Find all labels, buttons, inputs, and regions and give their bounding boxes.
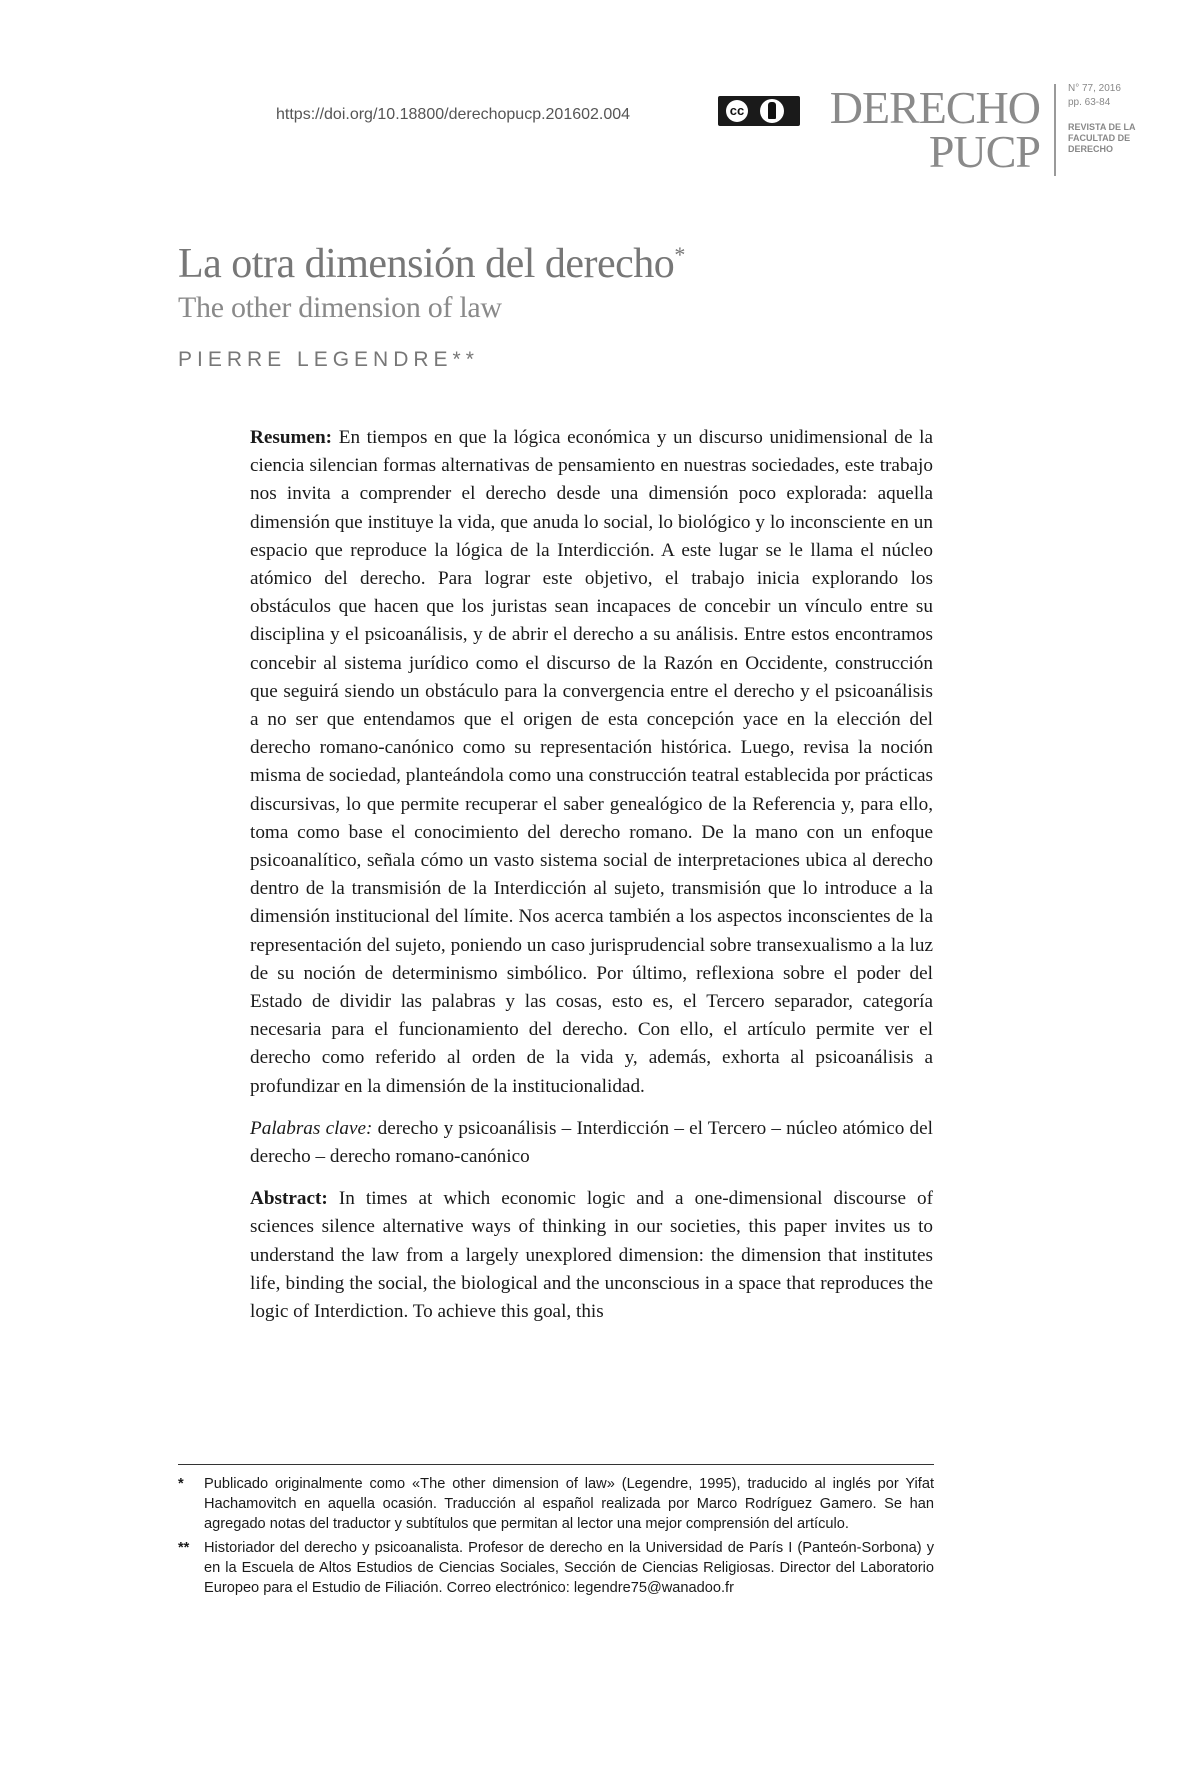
abstract-es — [250, 424, 933, 1101]
journal-subtitle: REVISTA DE LA FACULTAD DE DERECHO — [1068, 122, 1136, 154]
cc-symbol-icon: cc — [726, 100, 748, 122]
keywords-es — [250, 1115, 933, 1171]
footnotes — [178, 1474, 934, 1602]
footnote-mark: * — [178, 1476, 184, 1492]
journal-logo-line1: DERECHO — [829, 82, 1040, 133]
footnote — [178, 1538, 934, 1598]
article-title-english: The other dimension of law — [178, 291, 502, 324]
logo-divider — [1054, 84, 1056, 176]
footnote-text: Publicado originalmente como «The other dimension of law» (Legendre, 1995), traducido al inglés por Yifat Hachamovitch en aquella ocasión. Traducción al español realizada por Marco Rodríguez Gamero. Se han agregado notas del traductor y subtítulos que permitan al lector una mejor comprensión del artículo. — [204, 1476, 934, 1532]
footnote-mark: ** — [178, 1540, 190, 1556]
journal-logo-line2: PUCP — [928, 126, 1040, 177]
abstract-en — [250, 1185, 933, 1326]
cc-by-icon[interactable] — [718, 96, 800, 126]
abstract-es-text: En tiempos en que la lógica económica y un discurso unidimensional de la ciencia silencian formas alternativas de pensamiento en nuestras sociedades, este trabajo nos invita a comprender el derecho desde una dimensión poco explorada: aquella dimensión que instituye la vida, que anuda lo social, lo biológico y lo inconsciente en un espacio que reproduce la lógica de la Interdicción. A este lugar se le llama el núcleo atómico del derecho. Para lograr este objetivo, el trabajo inicia explorando los obstáculos que hacen que los juristas sean incapaces de concebir un vínculo entre su disciplina y el psicoanálisis, y de abrir el derecho a su análisis. Entre estos encontramos concebir al sistema jurídico como el discurso de la Razón en Occidente, construcción que seguirá siendo un obstáculo para la convergencia entre el derecho y el psicoanálisis a no ser que entendamos que el origen de esta concepción yace en la elección del derecho romano-canónico como su representación histórica. Luego, revisa la noción misma de sociedad, planteándola como una construcción teatral establecida por prácticas discursivas, lo que permite recuperar el saber genealógico de la Referencia y, para ello, toma como base el conocimiento del derecho romano. De la mano con un enfoque psicoanalítico, señala cómo un vasto sistema social de interpretaciones ubica al derecho dentro de la transmisión de la Interdicción al sujeto, transmisión que lo introduce a la dimensión institucional del límite. Nos acerca también a los aspectos inconscientes de la representación del sujeto, poniendo un caso jurisprudencial sobre transexualismo a la luz de su noción de determinismo simbólico. Por último, reflexiona sobre el poder del Estado de dividir las palabras y las cosas, esto es, el Tercero separador, categoría necesaria para el funcionamiento del derecho. Con ello, el artículo permite ver el derecho como referido al orden de la vida y, además, exhorta al psicoanálisis a profundizar en la dimensión de la institucionalidad. — [250, 427, 934, 1097]
article-author: PIERRE LEGENDRE** — [178, 348, 479, 371]
page-header — [0, 80, 1200, 190]
abstract-en-text: In times at which economic logic and a one-dimensional discourse of sciences silence alternative ways of thinking in our societies, this paper invites us to understand the law from a largely unexplored dimension: the dimension that institutes life, binding the social, the biological and the unconscious in a space that reproduces the logic of Interdiction. To achieve this goal, this — [250, 1188, 933, 1323]
doi-link[interactable]: https://doi.org/10.18800/derechopucp.201602.004 — [276, 106, 631, 123]
footnote-text: Historiador del derecho y psicoanalista. Profesor de derecho en la Universidad de París I (Panteón-Sorbona) y en la Escuela de Altos Estudios de Ciencias Sociales, Sección de Ciencias Religiosas. Director del Laboratorio Europeo para el Estudio de Filiación. Correo electrónico: legendre75@wanadoo.fr — [204, 1540, 934, 1596]
footnote-divider — [178, 1464, 934, 1465]
abstract-es-label: Resumen: — [250, 427, 333, 448]
issue-number: N° 77, 2016 — [1068, 83, 1121, 94]
journal-logo — [822, 82, 1040, 177]
abstract-section — [250, 424, 933, 1340]
article-title-text: La otra dimensión del derecho — [178, 241, 675, 287]
keywords-es-text: derecho y psicoanálisis – Interdicción – el Tercero – núcleo atómico del derecho – derecho romano-canónico — [250, 1117, 933, 1168]
page-range: pp. 63-84 — [1068, 97, 1111, 108]
attribution-icon — [760, 99, 784, 123]
journal-info — [1068, 82, 1148, 155]
article-title — [178, 240, 1078, 288]
abstract-en-label: Abstract: — [250, 1188, 328, 1210]
title-block — [178, 240, 1078, 372]
footnote — [178, 1474, 934, 1534]
keywords-es-label: Palabras clave: — [250, 1117, 373, 1139]
title-footnote-mark: * — [674, 242, 685, 267]
